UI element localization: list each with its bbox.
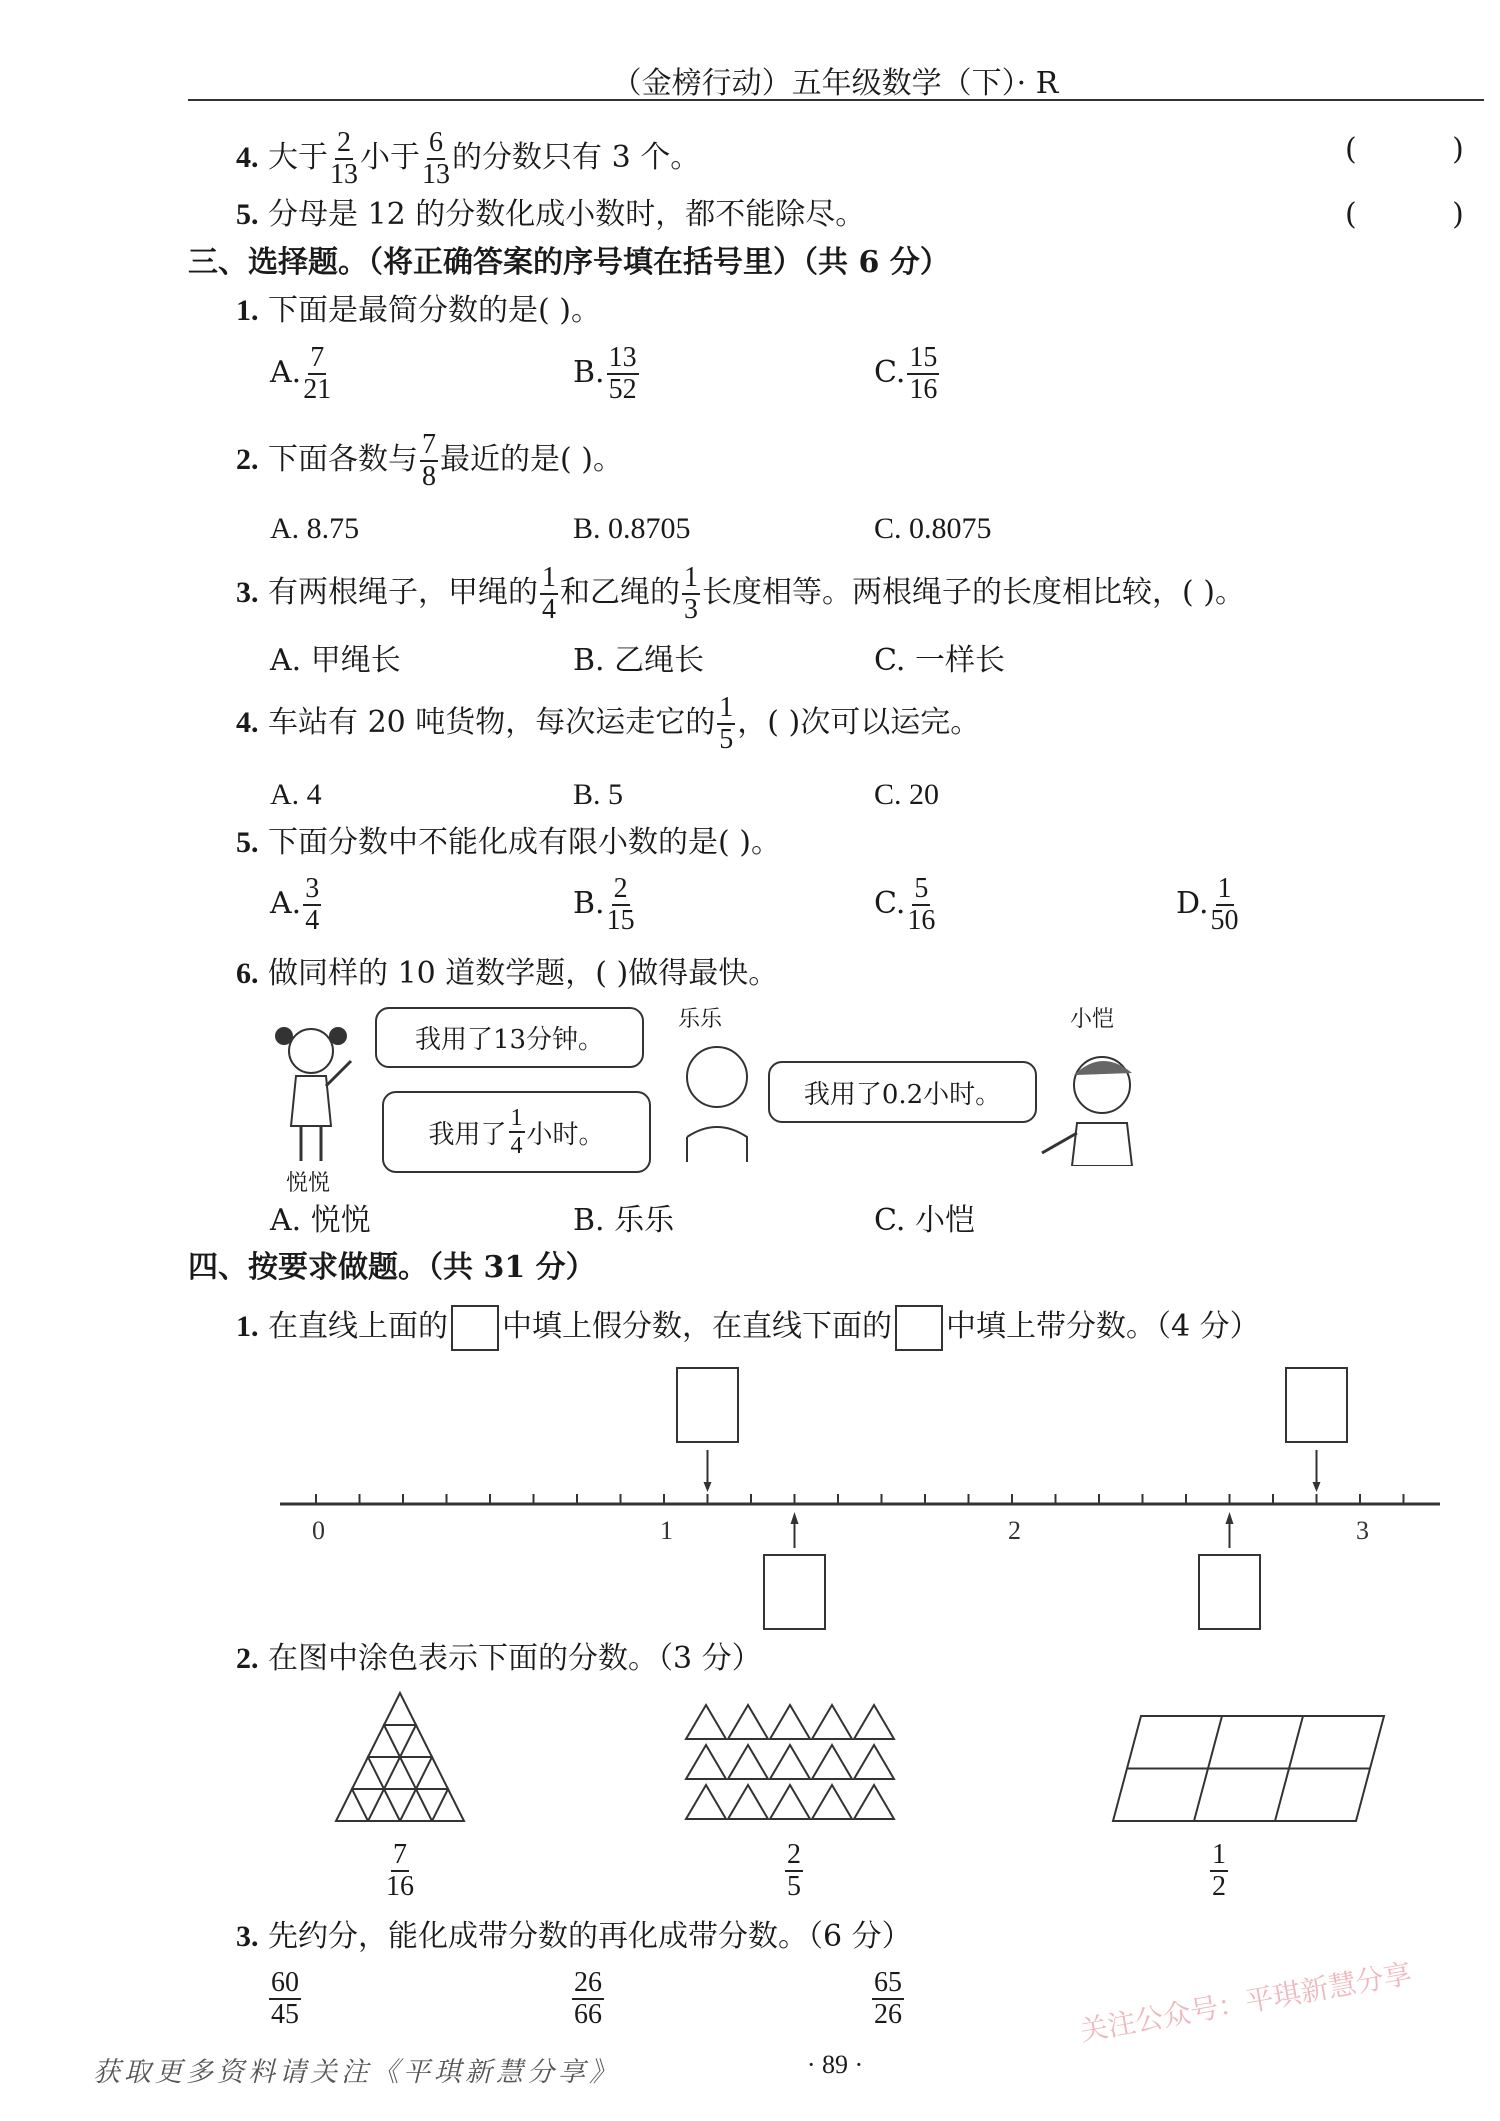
numerator: 5 xyxy=(914,873,929,904)
numerator: 7 xyxy=(393,1839,407,1870)
fraction xyxy=(572,1968,604,2030)
fraction xyxy=(607,343,639,405)
numerator: 7 xyxy=(310,342,325,373)
denominator: 4 xyxy=(305,905,320,936)
q-num: 4. xyxy=(236,706,259,739)
choice-q1 xyxy=(236,293,601,329)
choice-q2 xyxy=(236,430,623,492)
footer-promo: 获取更多资料请关注《平琪新慧分享》 xyxy=(93,2057,620,2088)
fraction xyxy=(607,874,635,936)
option-label: A. xyxy=(270,355,302,390)
arrow-down-icon xyxy=(704,1482,712,1492)
small-triangle xyxy=(686,1745,726,1779)
number-line xyxy=(0,1340,1500,1640)
fraction-exercise xyxy=(870,1968,906,2030)
fraction xyxy=(540,563,558,625)
text: 长度相等。两根绳子的长度相比较，( )。 xyxy=(702,575,1245,610)
small-triangle xyxy=(384,1757,416,1789)
fraction xyxy=(386,1840,414,1902)
section-heading: 四、按要求做题。（共 31 分） xyxy=(188,1250,596,1285)
character-name: 悦悦 xyxy=(286,1171,331,1196)
numerator: 65 xyxy=(874,1967,902,1998)
small-triangle xyxy=(686,1785,726,1819)
tick-label: 1 xyxy=(660,1516,673,1545)
boy-illustration xyxy=(675,1037,760,1162)
denominator: 4 xyxy=(542,594,557,625)
fraction-exercise xyxy=(267,1968,303,2030)
character-name: 小恺 xyxy=(1070,1007,1115,1032)
option-d[interactable] xyxy=(1176,874,1241,936)
numerator: 6 xyxy=(429,127,444,158)
fraction xyxy=(330,128,358,190)
arrow-up-icon xyxy=(791,1512,799,1524)
character-name: 乐乐 xyxy=(678,1007,723,1032)
small-triangle xyxy=(770,1705,810,1739)
section-heading: 三、选择题。（将正确答案的序号填在括号里）（共 6 分） xyxy=(188,245,950,280)
denominator: 13 xyxy=(422,159,451,190)
numerator: 2 xyxy=(613,873,628,904)
small-triangle xyxy=(812,1745,852,1779)
numerator: 2 xyxy=(337,127,352,158)
text: 小时。 xyxy=(526,1119,605,1150)
numerator: 1 xyxy=(719,692,734,723)
option-c[interactable]: C. 小恺 xyxy=(874,1203,975,1238)
text: 下面分数中不能化成有限小数的是( )。 xyxy=(268,825,781,860)
option-a[interactable] xyxy=(270,343,333,405)
arrow-down-icon xyxy=(1313,1482,1321,1492)
numerator: 1 xyxy=(1212,1839,1226,1870)
girl-illustration xyxy=(266,1016,361,1166)
small-triangle xyxy=(770,1745,810,1779)
numerator: 1 xyxy=(1217,873,1232,904)
small-triangle xyxy=(432,1789,464,1821)
numerator: 26 xyxy=(574,1967,602,1998)
text: 先约分，能化成带分数的再化成带分数。（6 分） xyxy=(268,1919,912,1954)
text: 中填上带分数。（4 分） xyxy=(946,1309,1260,1344)
q-num: 3. xyxy=(236,576,259,609)
answer-paren[interactable]: ( ) xyxy=(1345,197,1464,232)
denominator: 5 xyxy=(719,724,734,755)
small-triangle xyxy=(686,1705,726,1739)
fraction xyxy=(1210,1840,1228,1902)
option-label: A. xyxy=(270,886,302,921)
small-triangle xyxy=(728,1705,768,1739)
choice-q3 xyxy=(236,563,1245,625)
small-triangle xyxy=(728,1785,768,1819)
q-num: 2. xyxy=(236,443,259,476)
option-b[interactable]: B. 5 xyxy=(573,778,624,811)
numerator: 13 xyxy=(608,342,637,373)
numerator: 2 xyxy=(787,1839,801,1870)
tick-label: 2 xyxy=(1008,1516,1021,1545)
tick-label: 0 xyxy=(312,1516,325,1545)
text: 的分数只有 3 个。 xyxy=(452,140,701,175)
text: 车站有 20 吨货物，每次运走它的 xyxy=(268,705,716,740)
small-triangle xyxy=(384,1693,416,1725)
q-num: 5. xyxy=(236,198,259,231)
small-triangle xyxy=(854,1745,894,1779)
option-a[interactable] xyxy=(270,874,323,936)
answer-box xyxy=(764,1555,825,1629)
option-a[interactable]: A. 悦悦 xyxy=(270,1203,371,1238)
small-triangle xyxy=(416,1757,448,1789)
option-b[interactable] xyxy=(573,874,637,936)
answer-paren[interactable]: ( ) xyxy=(1345,132,1464,167)
text: 大于 xyxy=(268,140,329,175)
choice-q5 xyxy=(236,825,781,861)
denominator: 66 xyxy=(574,1999,602,2030)
denominator: 21 xyxy=(303,374,332,405)
denominator: 2 xyxy=(1212,1871,1226,1902)
small-triangle xyxy=(728,1745,768,1779)
denominator: 15 xyxy=(606,905,635,936)
choice-q4 xyxy=(236,693,980,755)
denominator: 16 xyxy=(907,905,936,936)
option-c[interactable]: C. 20 xyxy=(874,778,940,811)
option-b[interactable]: B. 0.8705 xyxy=(573,512,691,545)
option-c[interactable] xyxy=(874,343,941,405)
answer-box xyxy=(1199,1555,1260,1629)
speech-bubble: 我用了13分钟。 xyxy=(375,1007,644,1068)
text: 我用了 xyxy=(428,1119,507,1150)
judge-q4 xyxy=(236,128,700,190)
boy-with-cap-illustration xyxy=(1037,1043,1152,1166)
fraction xyxy=(269,1968,301,2030)
option-c[interactable]: C. 0.8075 xyxy=(874,512,992,545)
fraction xyxy=(509,1105,525,1159)
speech-bubble: 我用了0.2小时。 xyxy=(768,1061,1037,1123)
fraction xyxy=(785,1840,803,1902)
answer-box xyxy=(677,1368,738,1442)
fraction xyxy=(303,874,321,936)
text: 在直线上面的 xyxy=(268,1309,449,1344)
text: 小于 xyxy=(360,140,421,175)
fraction xyxy=(1211,874,1239,936)
option-c[interactable] xyxy=(874,874,937,936)
numerator: 1 xyxy=(684,562,699,593)
text: 和乙绳的 xyxy=(560,575,681,610)
option-b[interactable]: B. 乐乐 xyxy=(573,1203,675,1238)
small-triangle xyxy=(812,1785,852,1819)
shading-figures xyxy=(0,1685,1500,1830)
denominator: 8 xyxy=(422,461,437,492)
denominator: 16 xyxy=(909,374,938,405)
fraction-exercise xyxy=(570,1968,606,2030)
option-b[interactable] xyxy=(573,343,641,405)
text: 做同样的 10 道数学题，( )做得最快。 xyxy=(268,956,779,991)
small-triangle xyxy=(368,1789,400,1821)
denominator: 26 xyxy=(874,1999,902,2030)
fraction xyxy=(682,563,700,625)
task-q3 xyxy=(236,1919,912,1955)
fraction xyxy=(303,343,331,405)
fraction xyxy=(717,693,735,755)
small-triangle xyxy=(812,1705,852,1739)
q-num: 6. xyxy=(236,957,259,990)
fraction xyxy=(907,343,939,405)
denominator: 3 xyxy=(684,594,699,625)
option-a[interactable]: A. 4 xyxy=(270,778,322,811)
small-triangle xyxy=(854,1705,894,1739)
task-q2 xyxy=(236,1641,762,1677)
option-c[interactable]: C. 一样长 xyxy=(874,643,1005,678)
q-num: 1. xyxy=(236,1310,259,1343)
small-triangle xyxy=(368,1725,400,1757)
option-a[interactable]: A. 8.75 xyxy=(270,512,360,545)
numerator: 3 xyxy=(305,873,320,904)
choice-q6 xyxy=(236,956,778,992)
small-triangle xyxy=(400,1789,432,1821)
arrow-up-icon xyxy=(1226,1512,1234,1524)
page-number: · 89 · xyxy=(806,2050,864,2079)
small-triangle xyxy=(854,1785,894,1819)
speech-bubble xyxy=(382,1091,651,1173)
fraction-label xyxy=(384,1840,416,1902)
q-num: 2. xyxy=(236,1642,259,1675)
text: 在图中涂色表示下面的分数。（3 分） xyxy=(268,1641,762,1676)
option-label: C. xyxy=(874,355,906,390)
denominator: 50 xyxy=(1210,905,1239,936)
fraction xyxy=(872,1968,904,2030)
denominator: 13 xyxy=(330,159,359,190)
text: 最近的是( )。 xyxy=(440,442,623,477)
fraction-label xyxy=(783,1840,805,1902)
numerator: 1 xyxy=(510,1105,523,1131)
small-triangle xyxy=(770,1785,810,1819)
denominator: 5 xyxy=(787,1871,801,1902)
small-triangle xyxy=(336,1789,368,1821)
option-a[interactable]: A. 甲绳长 xyxy=(270,643,401,678)
text: 分母是 12 的分数化成小数时，都不能除尽。 xyxy=(268,197,866,232)
text: 下面是最简分数的是( )。 xyxy=(268,293,601,328)
q-num: 5. xyxy=(236,826,259,859)
answer-box xyxy=(1286,1368,1347,1442)
watermark: 关注公众号：平琪新慧分享 xyxy=(1077,1956,1415,2048)
fraction-label xyxy=(1208,1840,1230,1902)
tick-label: 3 xyxy=(1356,1516,1369,1545)
option-label: B. xyxy=(573,355,605,390)
numerator: 1 xyxy=(542,562,557,593)
page-header: （金榜行动）五年级数学（下）· R xyxy=(611,66,1059,101)
text: 中填上假分数，在直线下面的 xyxy=(502,1309,893,1344)
text: ，( )次可以运完。 xyxy=(737,705,981,740)
fraction xyxy=(422,128,450,190)
small-triangle xyxy=(352,1757,384,1789)
option-label: B. xyxy=(573,886,605,921)
option-b[interactable]: B. 乙绳长 xyxy=(573,643,705,678)
denominator: 45 xyxy=(271,1999,299,2030)
q-num: 3. xyxy=(236,1920,259,1953)
header-rule xyxy=(188,99,1484,101)
fraction xyxy=(420,430,438,492)
q-num: 4. xyxy=(236,141,259,174)
fraction xyxy=(907,874,935,936)
text: 下面各数与 xyxy=(268,442,419,477)
option-label: C. xyxy=(874,886,906,921)
judge-q5 xyxy=(236,197,865,233)
denominator: 16 xyxy=(386,1871,414,1902)
numerator: 7 xyxy=(422,429,437,460)
numerator: 60 xyxy=(271,1967,299,1998)
option-label: D. xyxy=(1176,886,1209,921)
numerator: 15 xyxy=(909,342,938,373)
text: 有两根绳子，甲绳的 xyxy=(268,575,539,610)
q-num: 1. xyxy=(236,294,259,327)
denominator: 52 xyxy=(608,374,637,405)
small-triangle xyxy=(400,1725,432,1757)
denominator: 4 xyxy=(510,1133,523,1159)
